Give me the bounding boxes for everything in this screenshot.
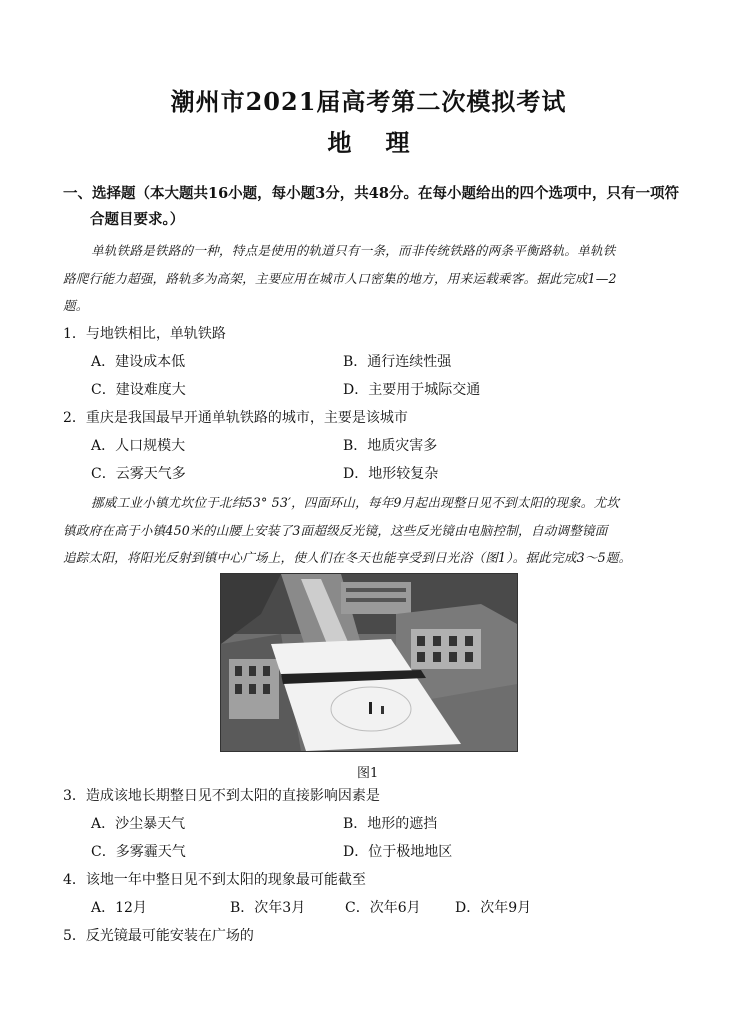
question-2-stem: 2．重庆是我国最早开通单轨铁路的城市，主要是该城市 xyxy=(63,410,408,426)
question-2-option-c: C．云雾天气多 xyxy=(91,466,186,482)
question-1-stem: 1．与地铁相比，单轨铁路 xyxy=(63,326,226,342)
subject-char-left: 地 xyxy=(327,128,352,157)
question-5-stem: 5．反光镜最可能安装在广场的 xyxy=(63,928,254,944)
question-1-option-d: D．主要用于城际交通 xyxy=(343,382,481,398)
question-1-option-b: B．通行连续性强 xyxy=(343,354,452,370)
question-4-option-d: D．次年9月 xyxy=(455,900,532,916)
question-3-option-a: A．沙尘暴天气 xyxy=(91,816,186,832)
passage2-line1: 挪威工业小镇尤坎位于北纬53° 53′，四面环山，每年9月起出现整日见不到太阳的现象。尤坎 xyxy=(91,495,620,510)
passage1-line2: 路爬行能力超强，路轨多为高架，主要应用在城市人口密集的地方，用来运载乘客。据此完成1—2 xyxy=(63,271,617,286)
subject-char-right: 理 xyxy=(385,128,410,157)
question-3-stem: 3．造成该地长期整日见不到太阳的直接影响因素是 xyxy=(63,788,380,804)
passage2-line2: 镇政府在高于小镇450米的山腰上安装了3面超级反光镜，这些反光镜由电脑控制，自动调整镜面 xyxy=(63,523,608,538)
question-2-option-d: D．地形较复杂 xyxy=(343,466,439,482)
question-3-option-d: D．位于极地地区 xyxy=(343,844,453,860)
question-4-stem: 4．该地一年中整日见不到太阳的现象最可能截至 xyxy=(63,872,366,888)
question-2-option-a: A．人口规模大 xyxy=(91,438,186,454)
passage1-line1: 单轨铁路是铁路的一种，特点是使用的轨道只有一条，而非传统铁路的两条平衡路轨。单轨铁 xyxy=(91,243,616,258)
subject-heading xyxy=(0,123,737,158)
page-title: 潮州市2021届高考第二次模拟考试 xyxy=(170,87,567,116)
question-4-option-b: B．次年3月 xyxy=(230,900,306,916)
question-1-option-a: A．建设成本低 xyxy=(91,354,186,370)
passage1-line3: 题。 xyxy=(63,298,89,313)
question-4-option-c: C．次年6月 xyxy=(345,900,421,916)
section-heading-line2: 合题目要求。） xyxy=(90,211,185,228)
question-3-option-c: C．多雾霾天气 xyxy=(91,844,186,860)
question-2-option-b: B．地质灾害多 xyxy=(343,438,438,454)
question-1-option-c: C．建设难度大 xyxy=(91,382,186,398)
passage2-line3: 追踪太阳，将阳光反射到镇中心广场上，使人们在冬天也能享受到日光浴（图1）。据此完成3～5题。 xyxy=(63,550,632,565)
figure-1-photo xyxy=(220,573,518,752)
figure-1-caption: 图1 xyxy=(357,766,379,781)
section-heading-line1: 一、选择题（本大题共16小题，每小题3分，共48分。在每小题给出的四个选项中，只有一项符 xyxy=(63,185,679,202)
question-4-option-a: A．12月 xyxy=(91,900,147,916)
question-3-option-b: B．地形的遮挡 xyxy=(343,816,438,832)
